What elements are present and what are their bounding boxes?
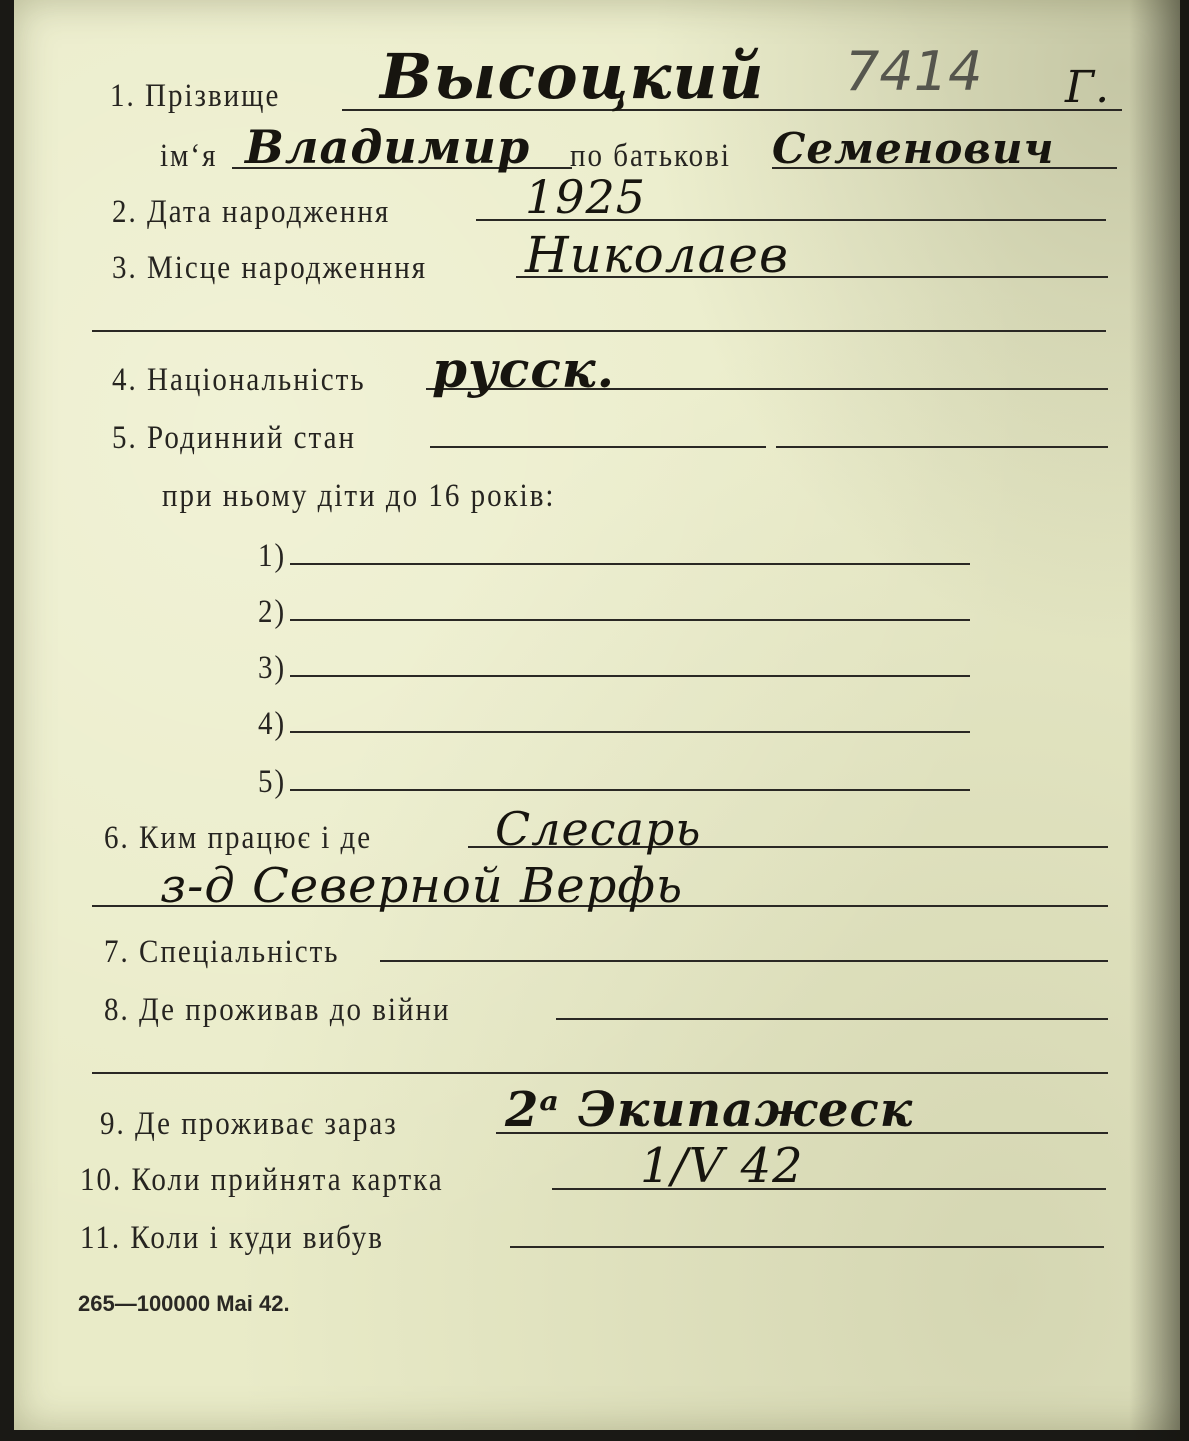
patronymic-entry: Семенович xyxy=(772,124,1055,173)
prewar-residence-line-2 xyxy=(92,1072,1108,1074)
card-accepted-label: 10. Коли прийнята картка xyxy=(80,1162,444,1198)
child-4-line xyxy=(290,731,970,733)
birth-place-line-2 xyxy=(92,330,1106,332)
print-code: 265—100000 Mai 42. xyxy=(78,1291,290,1316)
prewar-residence-label: 8. Де проживав до війни xyxy=(104,992,451,1028)
occupation-entry-2: з-д Северной Верфь xyxy=(160,858,684,914)
archive-number: 7414 xyxy=(845,40,983,103)
surname-entry: Высоцкий xyxy=(380,40,765,113)
surname-label: 1. Прізвище xyxy=(110,78,281,114)
birth-date-entry: 1925 xyxy=(525,170,647,224)
card-accepted-entry: 1/V 42 xyxy=(640,1138,804,1194)
child-1-label: 1) xyxy=(258,538,287,574)
nationality-label: 4. Національність xyxy=(112,362,366,398)
child-4-label: 4) xyxy=(258,706,287,742)
child-1-line xyxy=(290,563,970,565)
name-entry: Владимир xyxy=(245,120,531,174)
child-3-label: 3) xyxy=(258,650,287,686)
birth-place-label: 3. Місце народженння xyxy=(112,250,428,286)
child-2-label: 2) xyxy=(258,594,287,630)
child-5-line xyxy=(290,789,970,791)
child-2-line xyxy=(290,619,970,621)
card-accepted-line xyxy=(552,1188,1106,1190)
child-5-label: 5) xyxy=(258,764,287,800)
marital-status-line-b xyxy=(776,446,1108,448)
birth-date-label: 2. Дата народження xyxy=(112,194,391,230)
occupation-label: 6. Ким працює і де xyxy=(104,820,373,856)
children-label: при ньому діти до 16 років: xyxy=(162,478,556,514)
archive-suffix: Г. xyxy=(1065,62,1111,113)
marital-status-label: 5. Родинний стан xyxy=(112,420,356,456)
departure-label: 11. Коли і куди вибув xyxy=(80,1220,384,1256)
current-residence-label: 9. Де проживає зараз xyxy=(100,1106,398,1142)
page-edge-shadow xyxy=(1129,0,1189,1441)
occupation-entry-1: Слесарь xyxy=(495,802,702,856)
marital-status-line-a xyxy=(430,446,766,448)
current-residence-entry: 2ᵃ Экипажеск xyxy=(505,1082,914,1138)
child-3-line xyxy=(290,675,970,677)
specialty-label: 7. Спеціальність xyxy=(104,934,340,970)
nationality-entry: русск. xyxy=(432,340,616,399)
patronymic-label: по батькові xyxy=(570,138,731,174)
prewar-residence-line xyxy=(556,1018,1108,1020)
birth-place-entry: Николаев xyxy=(525,226,790,284)
name-label: ім‘я xyxy=(160,138,218,174)
departure-line xyxy=(510,1246,1104,1248)
specialty-line xyxy=(380,960,1108,962)
